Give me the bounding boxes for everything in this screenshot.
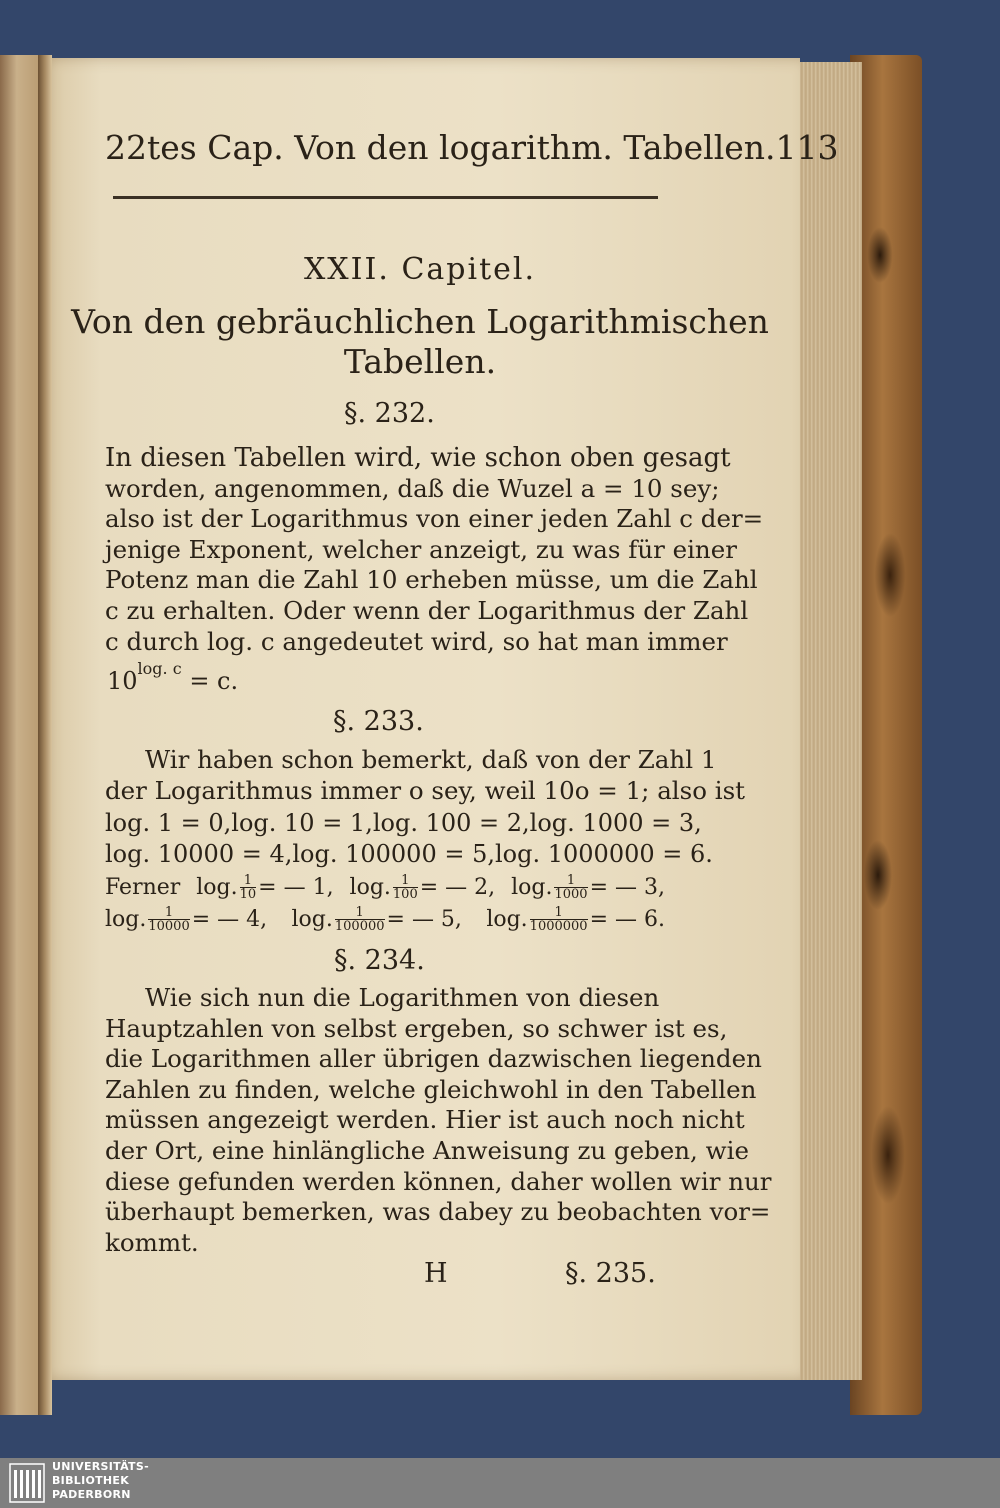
library-line3: PADERBORN: [52, 1488, 131, 1501]
section-232-heading: §. 232.: [344, 398, 435, 429]
section-233-heading: §. 233.: [333, 706, 424, 737]
section-234-heading: §. 234.: [334, 945, 425, 976]
fraction-line-1: [105, 872, 665, 903]
log-fraction-entry: [511, 872, 665, 903]
fraction-prefix: Ferner: [105, 875, 181, 900]
fraction-denominator: 1000: [554, 887, 588, 902]
running-header-title: 22tes Cap. Von den logarithm. Tabellen.: [105, 128, 776, 167]
fraction-numerator: 1: [554, 905, 563, 920]
fraction-denominator: 1000000: [529, 919, 588, 934]
text-line: Potenz man die Zahl 10 erheben müsse, um die Zahl: [105, 565, 758, 595]
library-name: [52, 1460, 149, 1502]
section-232-paragraph: [105, 443, 764, 657]
log-fraction-entry: [105, 904, 267, 935]
formula-power: [107, 659, 239, 695]
fraction-numerator: 1: [164, 905, 174, 920]
formula-base: 10: [107, 667, 138, 695]
fraction-numerator: 1: [243, 873, 253, 888]
fraction: [148, 906, 189, 933]
chapter-number: XXII. Capitel.: [303, 252, 537, 287]
fraction: [530, 906, 588, 933]
fraction: [335, 906, 385, 933]
text-line: jenige Exponent, welcher anzeigt, zu was für einer: [105, 534, 737, 564]
fraction-line-2: [105, 904, 665, 935]
fraction-denominator: 10000: [148, 919, 190, 934]
fraction-denominator: 10: [239, 887, 257, 902]
fraction-numerator: 1: [566, 873, 576, 888]
running-header: [105, 128, 839, 167]
text-line: Zahlen zu finden, welche gleichwohl in den Tabellen: [105, 1074, 757, 1104]
text-line: überhaupt bemerken, was dabey zu beobachten vor=: [105, 1197, 771, 1227]
log-entry: log. 1 = 0,: [105, 809, 232, 837]
formula-result: = c.: [189, 667, 239, 695]
log-entry: log. 100 = 2,: [372, 809, 530, 837]
library-footer-bar: [0, 1458, 1000, 1508]
text-line: die Logarithmen aller übrigen dazwischen liegenden: [105, 1044, 762, 1074]
library-line1: UNIVERSITÄTS-: [52, 1460, 149, 1473]
fraction-value: = — 6.: [589, 907, 665, 932]
log-label: log.: [486, 907, 528, 932]
fraction: [554, 874, 587, 901]
section-233-paragraph: [105, 745, 746, 806]
log-label: log.: [105, 907, 147, 932]
text-line: worden, angenommen, daß die Wuzel a = 10 sey;: [105, 473, 720, 503]
log-label: log.: [291, 907, 333, 932]
text-line: müssen angezeigt werden. Hier ist auch noch nicht: [105, 1105, 745, 1135]
text-line: c zu erhalten. Oder wenn der Logarithmus der Zahl: [105, 595, 749, 625]
chapter-title-line1: Von den gebräuchlichen Logarithmischen: [71, 302, 769, 341]
log-fraction-entry: [350, 872, 496, 903]
log-label: log.: [196, 875, 238, 900]
page-number: 113: [775, 128, 839, 167]
log-entry: log. 100000 = 5,: [292, 840, 495, 868]
text-line: Hauptzahlen von selbst ergeben, so schwer ist es,: [105, 1013, 728, 1043]
math-line-1: [105, 808, 702, 839]
chapter-title-line2: Tabellen.: [343, 342, 497, 381]
fraction-value: = — 3,: [589, 875, 665, 900]
left-page-edge: [0, 55, 42, 1415]
fraction: [393, 874, 418, 901]
signature-mark: H: [424, 1258, 448, 1289]
log-entry: log. 10 = 1,: [231, 809, 373, 837]
log-fraction-entry: [486, 904, 665, 935]
fraction-numerator: 1: [355, 905, 364, 920]
log-entry: log. 1000000 = 6.: [495, 840, 713, 868]
fraction-value: = — 4,: [191, 907, 268, 932]
page-edges: [790, 62, 862, 1380]
section-234-paragraph: [105, 983, 772, 1258]
log-label: log.: [349, 875, 391, 900]
fraction-denominator: 100000: [334, 919, 385, 934]
log-entry: log. 1000 = 3,: [529, 809, 702, 837]
text-line: In diesen Tabellen wird, wie schon oben gesagt: [105, 443, 731, 473]
text-line: diese gefunden werden können, daher wollen wir nur: [105, 1166, 772, 1196]
text-line: c durch log. c angedeutet wird, so hat man immer: [105, 626, 728, 656]
library-line2: BIBLIOTHEK: [52, 1474, 130, 1487]
log-fraction-entry: [196, 872, 333, 903]
log-entry: log. 10000 = 4,: [105, 840, 293, 868]
header-rule: [113, 196, 658, 199]
log-values: [105, 808, 713, 870]
fraction-value: = — 5,: [386, 907, 462, 932]
fraction-denominator: 100: [392, 887, 418, 902]
text-line: kommt.: [105, 1227, 199, 1257]
text-line: also ist der Logarithmus von einer jeden Zahl c der=: [105, 504, 764, 534]
fraction: [240, 874, 257, 901]
log-fraction-entry: [292, 904, 462, 935]
fraction-numerator: 1: [401, 873, 410, 888]
log-label: log.: [511, 875, 553, 900]
fraction-value: = — 2,: [419, 875, 496, 900]
text-line: der Ort, eine hinlängliche Anweisung zu geben, wie: [105, 1135, 749, 1165]
text-line: Wie sich nun die Logarithmen von diesen: [145, 983, 660, 1012]
text-line: Wir haben schon bemerkt, daß von der Zahl 1: [145, 745, 717, 774]
fraction-value: = — 1,: [258, 875, 334, 900]
library-logo-icon: [8, 1462, 46, 1504]
formula-exponent: log. c: [137, 659, 182, 678]
catchword: §. 235.: [565, 1258, 656, 1289]
math-line-2: [105, 839, 713, 870]
text-line: der Logarithmus immer o sey, weil 10o = 1; also ist: [105, 775, 746, 805]
